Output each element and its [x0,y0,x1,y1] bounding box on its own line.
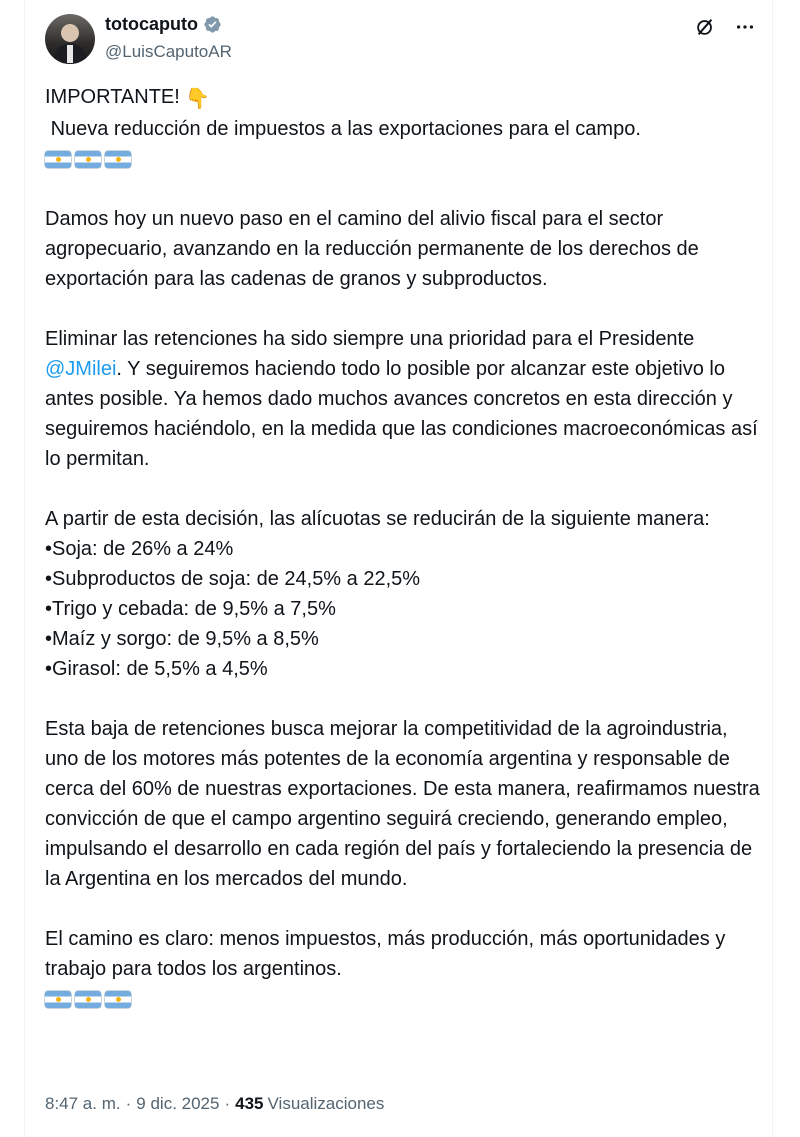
grok-icon[interactable] [694,16,716,38]
argentina-flag-icon [75,151,101,168]
tweet-paragraph-4: Esta baja de retenciones busca mejorar la competitividad de la agroindustria, uno de los motores más potentes de la economía argentina y responsable de cerca del 60% de nuestras exportaciones. De esta manera, reafirmamos nuestra convicción de que el campo argentino seguirá creciendo, generando empleo, impulsando el desarrollo en cada región del país y fortaleciendo la presencia de la Argentina en los mercados del mundo. [45,718,760,890]
header-actions [694,16,756,38]
tweet-card [24,0,773,1137]
pointing-down-emoji-icon: 👇 [185,88,211,110]
tweet-header [45,12,756,68]
tweet-paragraph-2 [45,324,760,474]
views-count[interactable]: 435 [235,1094,264,1113]
separator: · [125,1094,132,1113]
argentina-flags-row [45,984,760,1014]
tweet-subtitle-text: Nueva reducción de impuestos a las exportaciones para el campo. [50,118,641,140]
views-label[interactable]: Visualizaciones [267,1094,385,1113]
tweet-time[interactable]: 8:47 a. m. [45,1094,121,1113]
more-options-icon[interactable] [734,16,756,38]
separator: · [224,1094,231,1113]
tweet-metadata [45,1094,384,1114]
list-item: •Soja: de 26% a 24% [45,538,234,560]
argentina-flags-row [45,144,760,174]
paragraph-2-start: Eliminar las retenciones ha sido siempre una prioridad para el Presidente [45,328,695,350]
avatar[interactable] [45,14,95,64]
tweet-title-line [45,82,760,114]
author-display-name[interactable]: totocaputo [105,14,198,34]
verified-badge-icon[interactable] [203,15,222,34]
list-item: •Trigo y cebada: de 9,5% a 7,5% [45,598,336,620]
tweet-text [45,82,760,1014]
argentina-flag-icon [45,991,71,1008]
list-item: •Subproductos de soja: de 24,5% a 22,5% [45,568,421,590]
tweet-subtitle [45,114,760,144]
author-name-row[interactable] [105,14,222,35]
tweet-paragraph-5: El camino es claro: menos impuestos, más producción, más oportunidades y trabajo para todos los argentinos. [45,928,726,980]
argentina-flag-icon [75,991,101,1008]
argentina-flag-icon [105,151,131,168]
tweet-date[interactable]: 9 dic. 2025 [136,1094,220,1113]
mention-link[interactable]: @JMilei [45,358,117,380]
argentina-flag-icon [45,151,71,168]
tweet-paragraph-3: A partir de esta decisión, las alícuotas se reducirán de la siguiente manera: [45,508,710,530]
tweet-paragraph-1: Damos hoy un nuevo paso en el camino del alivio fiscal para el sector agropecuario, avanzando en la reducción permanente de los derechos de exportación para las cadenas de granos y subproductos. [45,208,699,290]
paragraph-2-end: . Y seguiremos haciendo todo lo posible por alcanzar este objetivo lo antes posible. Ya hemos dado muchos avances concretos en esta dirección y seguiremos haciéndolo, en la medida que las condiciones macroeconómicas así lo permitan. [45,358,758,470]
tweet-title: IMPORTANTE! [45,86,180,108]
author-handle[interactable]: @LuisCaputoAR [105,42,232,61]
list-item: •Girasol: de 5,5% a 4,5% [45,658,268,680]
list-item: •Maíz y sorgo: de 9,5% a 8,5% [45,628,319,650]
argentina-flag-icon [105,991,131,1008]
